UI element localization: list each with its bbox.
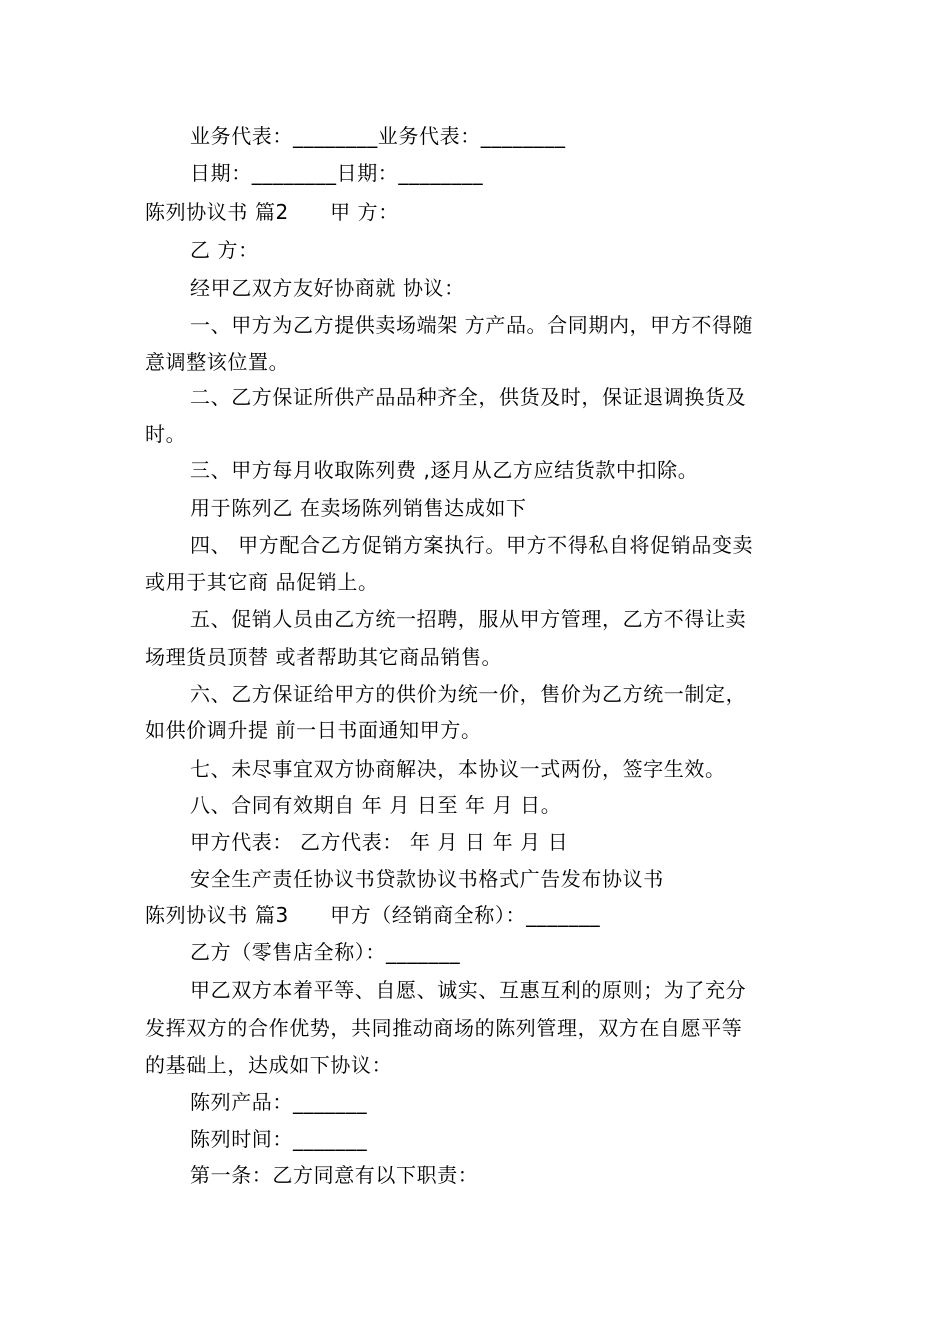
clause-5-line: 五、促销人员由乙方统一招聘，服从甲方管理，乙方不得让卖 bbox=[190, 607, 747, 631]
clause-7-line: 七、未尽事宜双方协商解决，本协议一式两份，签字生效。 bbox=[190, 757, 726, 781]
related-documents-line: 安全生产责任协议书贷款协议书格式广告发布协议书 bbox=[190, 867, 664, 891]
party-b-line: 乙 方： bbox=[190, 238, 259, 262]
paragraph-line: 甲乙双方本着平等、自愿、诚实、互惠互利的原则；为了充分 bbox=[190, 978, 747, 1002]
article-1-line: 第一条：乙方同意有以下职责： bbox=[190, 1163, 479, 1187]
display-time-line: 陈列时间：_______ bbox=[190, 1127, 368, 1151]
clause-5-continuation: 场理货员顶替 或者帮助其它商品销售。 bbox=[145, 645, 503, 669]
paragraph-line: 用于陈列乙 在卖场陈列销售达成如下 bbox=[190, 496, 527, 520]
clause-6-continuation: 如供价调升提 前一日书面通知甲方。 bbox=[145, 718, 482, 742]
signature-line-dates: 日期：________日期：________ bbox=[190, 161, 484, 185]
clause-3-line: 三、甲方每月收取陈列费 ,逐月从乙方应结货款中扣除。 bbox=[190, 458, 699, 482]
display-product-line: 陈列产品：_______ bbox=[190, 1090, 368, 1114]
clause-1-continuation: 意调整该位置。 bbox=[145, 350, 290, 374]
paragraph-continuation: 发挥双方的合作优势，共同推动商场的陈列管理，双方在自愿平等 bbox=[145, 1016, 743, 1040]
clause-2-continuation: 时。 bbox=[145, 422, 187, 446]
clause-6-line: 六、乙方保证给甲方的供价为统一价，售价为乙方统一制定， bbox=[190, 682, 747, 706]
clause-2-line: 二、乙方保证所供产品品种齐全，供货及时，保证退调换货及 bbox=[190, 385, 747, 409]
section-heading-part-3: 陈列协议书 篇3 甲方（经销商全称）：_______ bbox=[145, 903, 601, 927]
clause-4-line: 四、 甲方配合乙方促销方案执行。甲方不得私自将促销品变卖 bbox=[190, 533, 754, 557]
paragraph-continuation: 的基础上，达成如下协议： bbox=[145, 1053, 393, 1077]
party-b-line: 乙方（零售店全称）：_______ bbox=[190, 940, 461, 964]
paragraph-line: 经甲乙双方友好协商就 协议： bbox=[190, 276, 465, 300]
signature-line-representatives: 业务代表：________业务代表：________ bbox=[190, 124, 566, 148]
signature-line: 甲方代表： 乙方代表： 年 月 日 年 月 日 bbox=[190, 830, 569, 854]
clause-8-line: 八、合同有效期自 年 月 日至 年 月 日。 bbox=[190, 793, 562, 817]
section-heading-part-2: 陈列协议书 篇2 甲 方： bbox=[145, 200, 399, 224]
clause-4-continuation: 或用于其它商 品促销上。 bbox=[145, 570, 379, 594]
clause-1-line: 一、甲方为乙方提供卖场端架 方产品。合同期内，甲方不得随 bbox=[190, 313, 754, 337]
